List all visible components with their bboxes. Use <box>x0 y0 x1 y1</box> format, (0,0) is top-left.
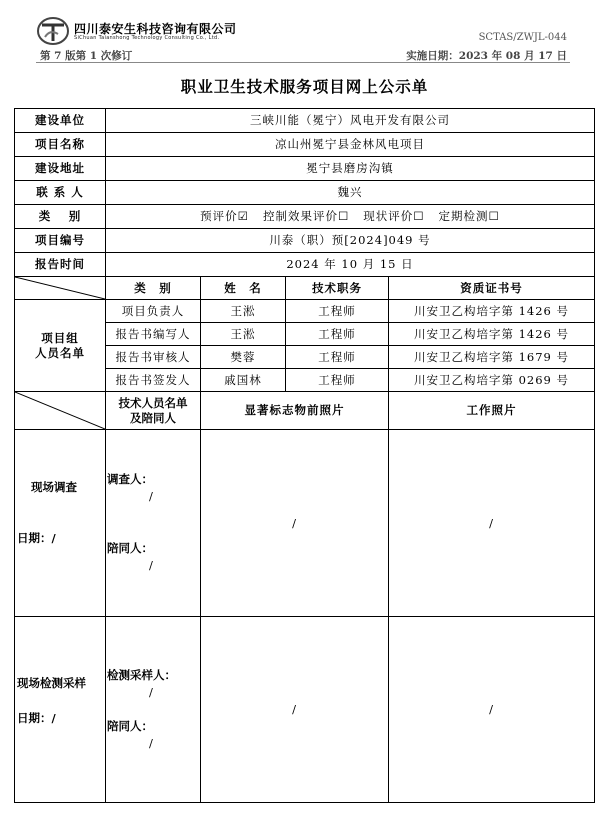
member-role: 报告书签发人 <box>106 369 201 392</box>
member-role: 项目负责人 <box>106 300 201 323</box>
label-contact: 联 系 人 <box>15 181 106 205</box>
investigator-value: / <box>149 489 153 503</box>
survey-label: 现场调查 <box>31 480 77 494</box>
header-divider <box>36 62 570 63</box>
option-periodic-testing: 定期检测☐ <box>438 209 500 224</box>
row-contact <box>15 181 595 205</box>
escort-label: 陪同人： <box>107 719 153 733</box>
sampling-row <box>15 617 595 803</box>
member-cert: 川安卫乙构培字第 1426 号 <box>389 300 595 323</box>
sampling-label-cell <box>15 617 106 803</box>
table-row <box>15 300 595 323</box>
value-construction-unit: 三峡川能（冕宁）风电开发有限公司 <box>106 109 595 133</box>
value-report-time: 2024 年 10 月 15 日 <box>106 253 595 277</box>
sampler-label: 检测采样人： <box>107 668 176 682</box>
member-title: 工程师 <box>286 369 389 392</box>
investigator-label: 调查人： <box>107 472 153 486</box>
label-project-code: 项目编号 <box>15 229 106 253</box>
escort-label: 陪同人： <box>107 541 153 555</box>
diagonal-cell <box>15 392 106 430</box>
diagonal-cell <box>15 277 106 300</box>
category-options <box>106 205 595 229</box>
survey-work-photo: / <box>389 430 595 617</box>
member-cert: 川安卫乙构培字第 0269 号 <box>389 369 595 392</box>
row-report-time <box>15 253 595 277</box>
row-project-name <box>15 133 595 157</box>
survey-landmark-photo: / <box>201 430 389 617</box>
value-contact: 魏兴 <box>106 181 595 205</box>
label-project-name: 项目名称 <box>15 133 106 157</box>
document-header <box>0 0 609 66</box>
option-pre-assessment: 预评价☑ <box>200 209 249 224</box>
survey-date: 日期：/ <box>17 531 56 545</box>
label-report-time: 报告时间 <box>15 253 106 277</box>
implementation-date: 实施日期：2023 年 08 月 17 日 <box>406 50 567 62</box>
disclosure-table <box>14 108 595 803</box>
member-name: 王淞 <box>201 300 286 323</box>
team-col-cert: 资质证书号 <box>389 277 595 300</box>
survey-label-cell <box>15 430 106 617</box>
label-address: 建设地址 <box>15 157 106 181</box>
member-title: 工程师 <box>286 323 389 346</box>
value-address: 冕宁县磨房沟镇 <box>106 157 595 181</box>
sampler-value: / <box>149 685 153 699</box>
option-status-assessment: 现状评价☐ <box>363 209 425 224</box>
team-header-row <box>15 277 595 300</box>
label-team: 项目组 人员名单 <box>15 300 106 392</box>
sampling-date: 日期：/ <box>17 711 56 725</box>
checkbox-empty-icon: ☐ <box>337 209 350 224</box>
sampling-work-photo: / <box>389 617 595 803</box>
escort-value: / <box>149 558 153 572</box>
company-logo-icon <box>36 16 70 46</box>
survey-row <box>15 430 595 617</box>
page-title: 职业卫生技术服务项目网上公示单 <box>180 77 429 96</box>
row-category <box>15 205 595 229</box>
photo-col-landmark: 显著标志物前照片 <box>201 392 389 430</box>
edition-note: 第 7 版第 1 次修订 <box>40 50 133 62</box>
survey-staff-cell <box>106 430 201 617</box>
company-name-cn: 四川泰安生科技咨询有限公司 <box>74 22 237 36</box>
member-cert: 川安卫乙构培字第 1679 号 <box>389 346 595 369</box>
team-col-role: 类 别 <box>106 277 201 300</box>
photo-header-row <box>15 392 595 430</box>
member-name: 王淞 <box>201 323 286 346</box>
member-role: 报告书审核人 <box>106 346 201 369</box>
row-project-code <box>15 229 595 253</box>
team-col-name: 姓 名 <box>201 277 286 300</box>
photo-col-work: 工作照片 <box>389 392 595 430</box>
document-code: SCTAS/ZWJL-044 <box>478 32 567 43</box>
label-construction-unit: 建设单位 <box>15 109 106 133</box>
checkbox-checked-icon: ☑ <box>237 209 249 224</box>
member-cert: 川安卫乙构培字第 1426 号 <box>389 323 595 346</box>
member-title: 工程师 <box>286 300 389 323</box>
team-col-title: 技术职务 <box>286 277 389 300</box>
option-control-effect: 控制效果评价☐ <box>262 209 350 224</box>
label-category: 类 别 <box>15 205 106 229</box>
sampling-label: 现场检测采样 <box>17 676 86 690</box>
member-title: 工程师 <box>286 346 389 369</box>
member-name: 戚国林 <box>201 369 286 392</box>
value-project-code: 川泰（职）预[2024]049 号 <box>106 229 595 253</box>
sampling-staff-cell <box>106 617 201 803</box>
photo-col-staff: 技术人员名单 及陪同人 <box>106 392 201 430</box>
escort-value: / <box>149 736 153 750</box>
company-name-en: SiChuan Taianshong Technology Consulting Co., Ltd. <box>74 35 220 41</box>
row-construction-unit <box>15 109 595 133</box>
member-name: 樊蓉 <box>201 346 286 369</box>
member-role: 报告书编写人 <box>106 323 201 346</box>
row-address <box>15 157 595 181</box>
sampling-landmark-photo: / <box>201 617 389 803</box>
checkbox-empty-icon: ☐ <box>413 209 425 224</box>
value-project-name: 凉山州冕宁县金林风电项目 <box>106 133 595 157</box>
checkbox-empty-icon: ☐ <box>488 209 500 224</box>
